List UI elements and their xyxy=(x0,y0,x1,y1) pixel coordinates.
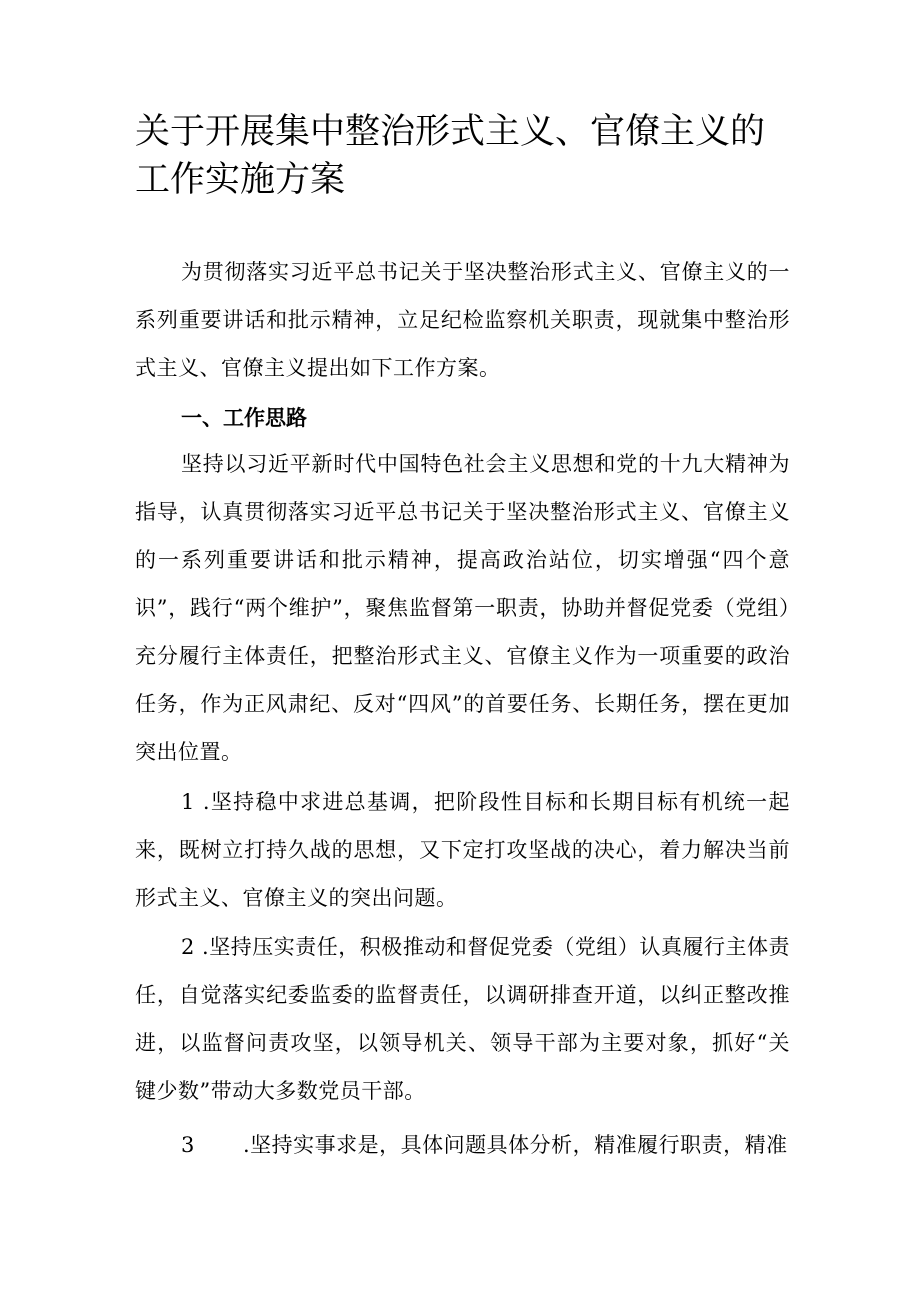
list-item-3-text: .坚持实事求是，具体问题具体分析，精准履行职责，精准 xyxy=(243,1133,788,1157)
document-title: 关于开展集中整治形式主义、官僚主义的工作实施方案 xyxy=(135,112,766,200)
section-1-paragraph: 坚持以习近平新时代中国特色社会主义思想和党的十九大精神为指导，认真贯彻落实习近平总书记关于坚决整治形式主义、官僚主义的一系列重要讲话和批示精神，提高政治站位，切实增强“四个意识”，践行“两个维护”，聚焦监督第一职责，协助并督促党委（党组）充分履行主体责任，把整治形式主义、官僚主义作为一项重要的政治任务，作为正风肃纪、反对“四风”的首要任务、长期任务，摆在更加突出位置。 xyxy=(135,452,790,764)
list-item-3-number: 3 xyxy=(181,1133,195,1157)
list-item-1: 1 .坚持稳中求进总基调，把阶段性目标和长期目标有机统一起来，既树立打持久战的思想，又下定打攻坚战的决心，着力解决当前形式主义、官僚主义的突出问题。 xyxy=(135,790,790,910)
intro-paragraph: 为贯彻落实习近平总书记关于坚决整治形式主义、官僚主义的一系列重要讲话和批示精神，立足纪检监察机关职责，现就集中整治形式主义、官僚主义提出如下工作方案。 xyxy=(135,260,790,380)
list-item-2: 2 .坚持压实责任，积极推动和督促党委（党组）认真履行主体责任，自觉落实纪委监委的监督责任，以调研排查开道，以纠正整改推进，以监督问责攻坚，以领导机关、领导干部为主要对象，抓好“关键少数”带动大多数党员干部。 xyxy=(135,935,790,1103)
section-heading-work-approach: 一、工作思路 xyxy=(181,405,307,430)
